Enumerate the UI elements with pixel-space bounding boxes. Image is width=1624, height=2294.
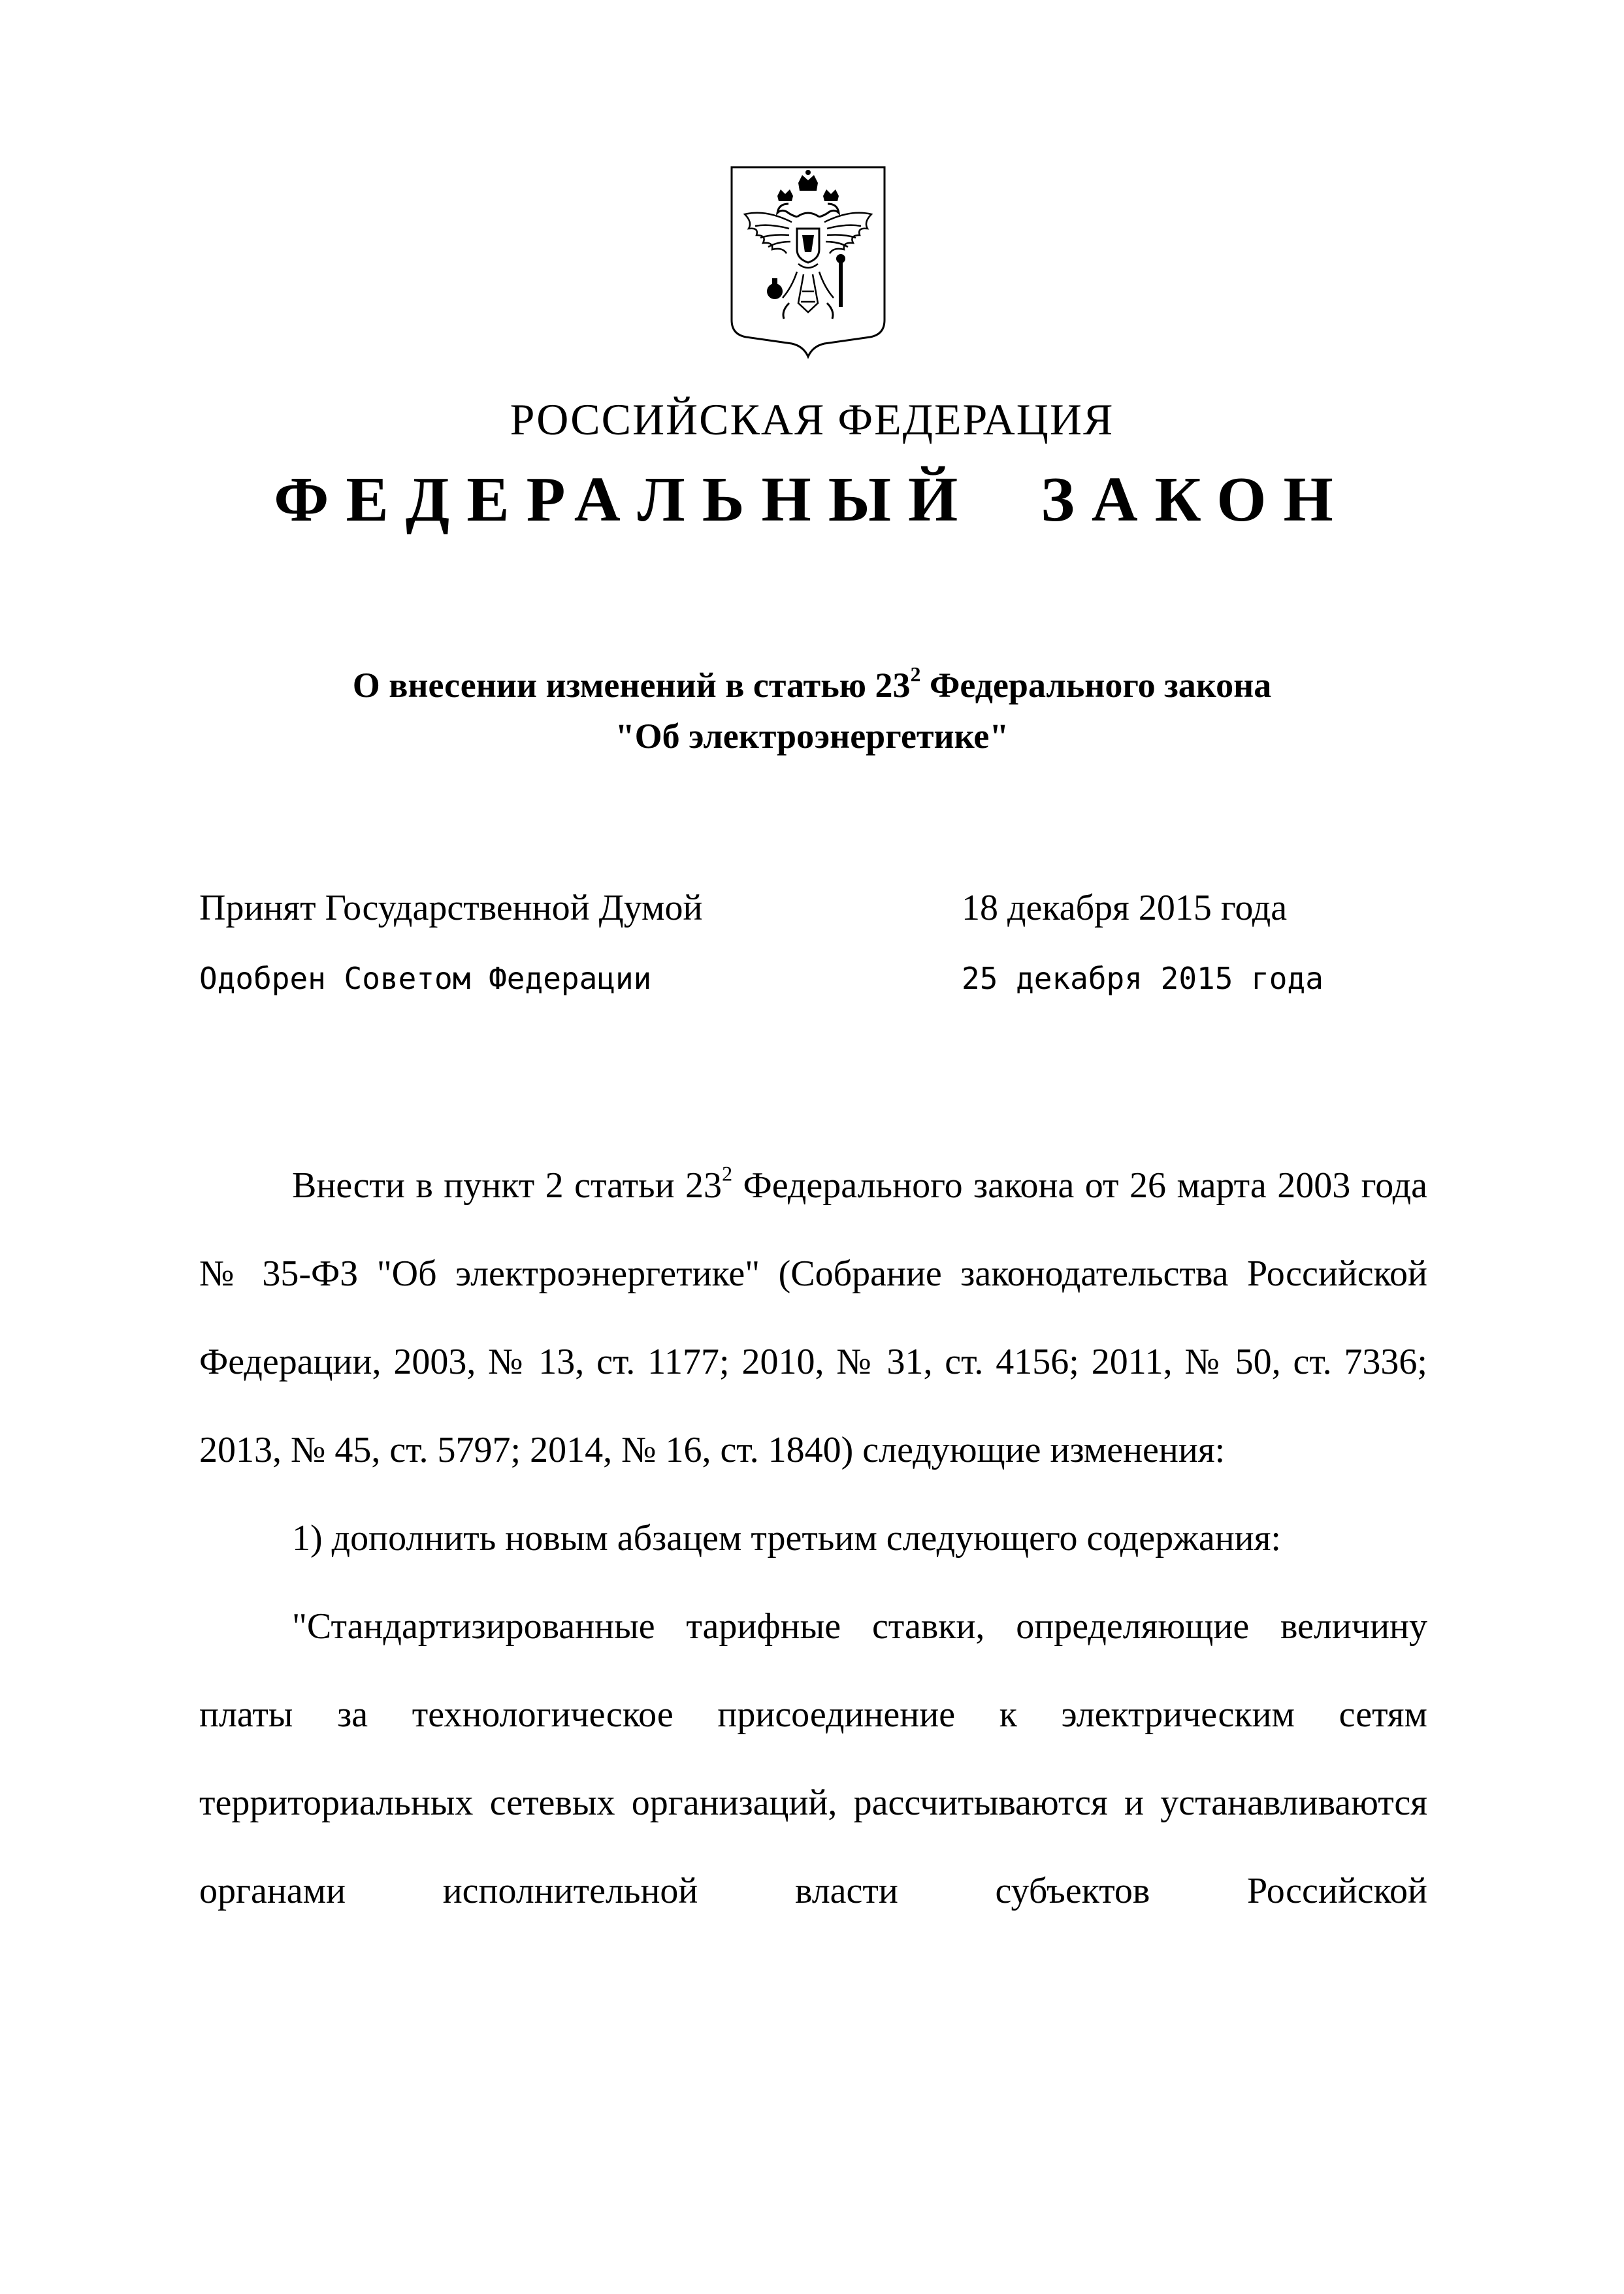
body-paragraph-1 (199, 1142, 1427, 1494)
duma-label: Принят Государственной Думой (199, 888, 703, 928)
law-title-suffix: Федерального закона (920, 666, 1272, 705)
body-paragraph-3: "Стандартизированные тарифные ставки, определяющие величину платы за технологическое присоединение к электрическим сетям территориальных сетевых организаций, рассчитываются и устанавливаются органами исполнительной власти субъектов Российской (199, 1606, 1427, 1911)
coat-of-arms-emblem (726, 163, 890, 359)
law-title-prefix: О внесении изменений в статью 23 (352, 666, 911, 705)
body-p1-suffix: Федерального закона от 26 марта 2003 года № 35-ФЗ "Об электроэнергетике" (Собрание законодательства Российской Федерации, 2003, № 13, ст. 1177; 2010, № 31, ст. 4156; 2011, № 50, ст. 7336; 2013, № 45, ст. 5797; 2014, № 16, ст. 1840) следующие изменения: (199, 1165, 1427, 1470)
law-title-line-1 (0, 660, 1624, 711)
law-title-line-2: "Об электроэнергетике" (615, 717, 1009, 756)
country-name: РОССИЙСКАЯ ФЕДЕРАЦИЯ (510, 395, 1114, 444)
law-body (199, 1142, 1427, 1935)
law-title-superscript: 2 (910, 662, 921, 686)
document-type-heading: ФЕДЕРАЛЬНЫЙ ЗАКОН (274, 464, 1350, 535)
body-paragraph-2: 1) дополнить новым абзацем третьим следующего содержания: (292, 1518, 1281, 1559)
duma-date: 18 декабря 2015 года (962, 888, 1288, 928)
body-p1-prefix: Внести в пункт 2 статьи 23 (292, 1165, 723, 1206)
law-title (0, 660, 1624, 762)
council-label: Одобрен Советом Федерации (199, 961, 652, 996)
body-p1-superscript: 2 (722, 1161, 733, 1186)
council-date: 25 декабря 2015 года (962, 961, 1324, 996)
